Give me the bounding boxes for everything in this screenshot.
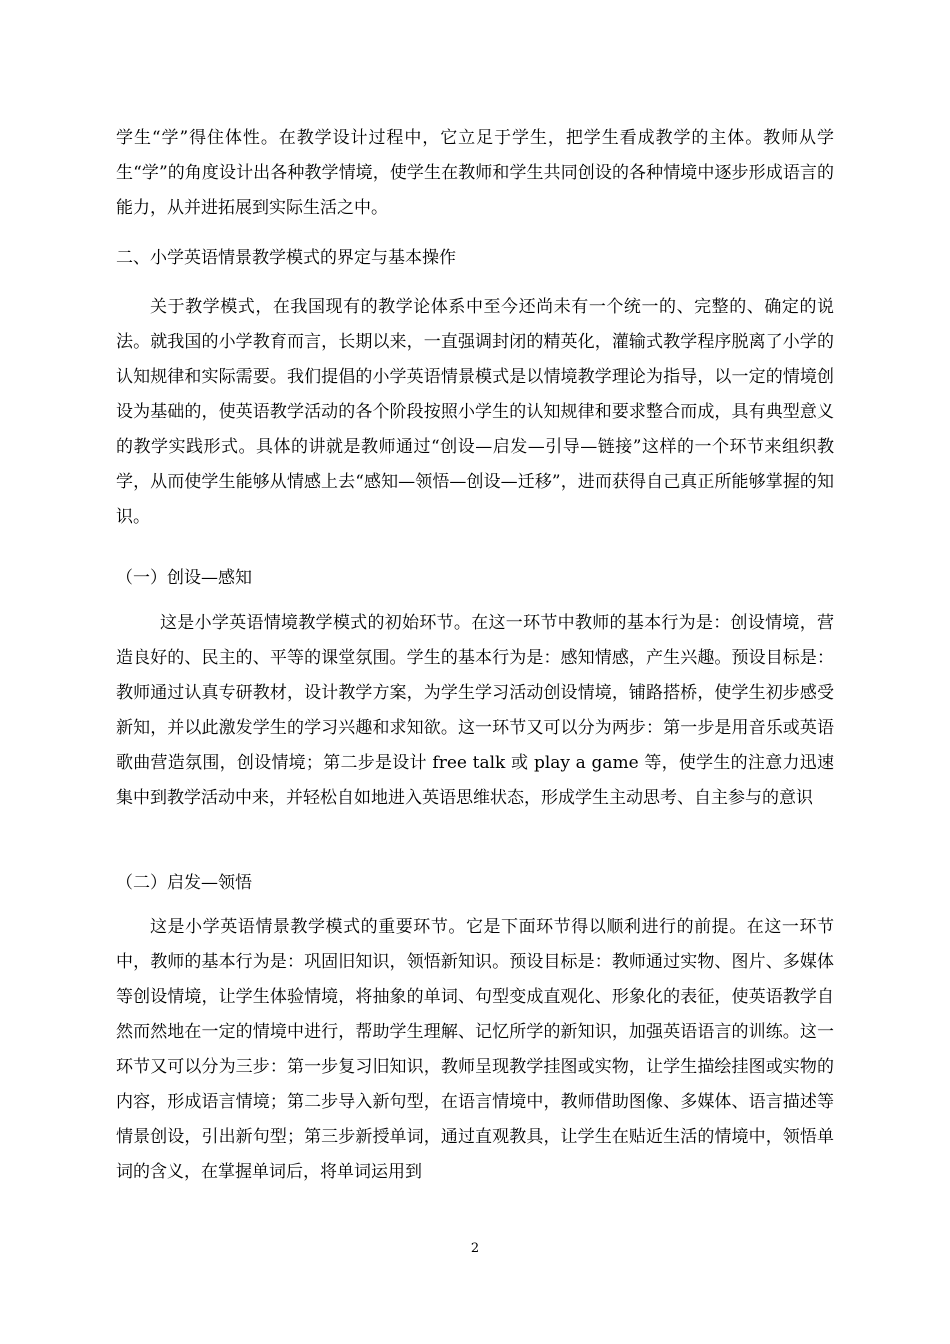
- paragraph-intro: [116, 121, 834, 226]
- paragraph-create-perceive-text: 这是小学英语情境教学模式的初始环节。在这一环节中教师的基本行为是：创设情境，营造良好的、民主的、平等的课堂氛围。学生的基本行为是：感知情感，产生兴趣。预设目标是：教师通过认真专研教材，设计教学方案，为学生学习活动创设情境，铺路搭桥，使学生初步感受新知，并以此激发学生的学习兴趣和求知欲。这一环节又可以分为两步：第一步是用音乐或英语歌曲营造氛围，创设情境；第二步是设计 free talk 或 play a game 等，使学生的注意力迅速集中到教学活动中来，并轻松自如地进入英语思维状态，形成学生主动思考、自主参与的意识: [116, 613, 834, 808]
- paragraph-definition-text: 关于教学模式，在我国现有的教学论体系中至今还尚未有一个统一的、完整的、确定的说法。就我国的小学教育而言，长期以来，一直强调封闭的精英化，灌输式教学程序脱离了小学的认知规律和实际需要。我们提倡的小学英语情景模式是以情境教学理论为指导，以一定的情境创设为基础的，使英语教学活动的各个阶段按照小学生的认知规律和要求整合而成，具有典型意义的教学实践形式。具体的讲就是教师通过“创设—启发—引导—链接”这样的一个环节来组织教学，从而使学生能够从情感上去“感知—领悟—创设—迁移”，进而获得自己真正所能够掌握的知识。: [116, 297, 834, 527]
- paragraph-create-perceive: [116, 606, 834, 816]
- page-number: 2: [470, 1241, 480, 1256]
- section-heading: 二、小学英语情景教学模式的界定与基本操作: [116, 248, 456, 268]
- paragraph-intro-text: 学生“学”得住体性。在教学设计过程中，它立足于学生，把学生看成教学的主体。教师从学生“学”的角度设计出各种教学情境，使学生在教师和学生共同创设的各种情境中逐步形成语言的能力，从并进拓展到实际生活之中。: [116, 128, 834, 218]
- subheading-inspire-comprehend: （二）启发—领悟: [116, 873, 252, 893]
- paragraph-inspire-comprehend-text: 这是小学英语情景教学模式的重要环节。它是下面环节得以顺利进行的前提。在这一环节中，教师的基本行为是：巩固旧知识，领悟新知识。预设目标是：教师通过实物、图片、多媒体等创设情境，让学生体验情境，将抽象的单词、句型变成直观化、形象化的表征，使英语教学自然而然地在一定的情境中进行，帮助学生理解、记忆所学的新知识，加强英语语言的训练。这一环节又可以分为三步：第一步复习旧知识，教师呈现教学挂图或实物，让学生描绘挂图或实物的内容，形成语言情境；第二步导入新句型，在语言情境中，教师借助图像、多媒体、语言描述等情景创设，引出新句型；第三步新授单词，通过直观教具，让学生在贴近生活的情境中，领悟单词的含义，在掌握单词后，将单词运用到: [116, 917, 834, 1182]
- paragraph-inspire-comprehend: [116, 910, 834, 1190]
- subheading-create-perceive: （一）创设—感知: [116, 568, 252, 588]
- paragraph-definition: [116, 290, 834, 535]
